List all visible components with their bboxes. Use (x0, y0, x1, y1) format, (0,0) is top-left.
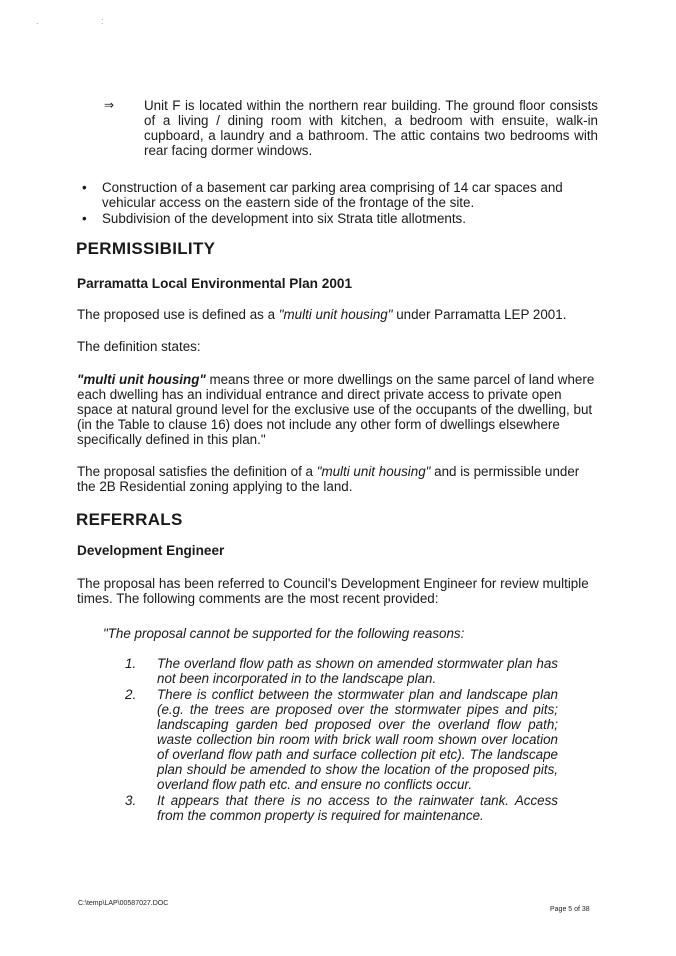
list-item (122, 793, 558, 823)
text-span: means three or more dwellings on the same parcel of land where each dwelling has an individual entrance and direct private access to private open space at natural ground level for the exclusive use of the occupants of the dwelling, but (in the Table to clause 16) does not include any other form of dwellings elsewhere specifically defined in this plan." (77, 372, 595, 447)
subheading-lep: Parramatta Local Environmental Plan 2001 (77, 276, 353, 291)
paragraph-definition-states: The definition states: (77, 339, 201, 354)
text-span: The proposed use is defined as a (77, 307, 279, 322)
footer-page-number: Page 5 of 38 (550, 906, 590, 913)
paragraph-referred: The proposal has been referred to Council's Development Engineer for review multiple times. The following comments are the most recent provided: (77, 576, 589, 606)
item-number: 1. (125, 656, 137, 671)
item-text: The overland flow path as shown on amended stormwater plan has not been incorporated in to the landscape plan. (157, 656, 558, 686)
defined-term: "multi unit housing" (316, 464, 431, 479)
item-number: 3. (125, 793, 137, 808)
scan-marks: . : (36, 16, 134, 26)
unit-f-text: Unit F is located within the northern rear building. The ground floor consists of a living / dining room with kitchen, a bedroom with ensuite, walk-in cupboard, a laundry and a bathroom. The attic contains two bedrooms with rear facing dormer windows. (144, 98, 598, 158)
arrow-bullet-icon: ⇒ (104, 98, 115, 112)
subheading-development-engineer: Development Engineer (77, 543, 225, 558)
reasons-list (122, 656, 558, 824)
bullet-list (80, 180, 598, 227)
text-span: The proposal satisfies the definition of a (77, 464, 317, 479)
list-item (122, 687, 558, 792)
heading-permissibility: PERMISSIBILITY (76, 239, 216, 258)
heading-referrals: REFERRALS (76, 510, 183, 529)
list-item-text: Construction of a basement car parking area comprising of 14 car spaces and vehicular access on the eastern side of the frontage of the site. (102, 180, 563, 210)
footer-file-path: C:\temp\LAP\00587027.DOC (78, 900, 169, 907)
list-item-text: Subdivision of the development into six Strata title allotments. (102, 211, 466, 226)
bullet-icon: • (82, 180, 87, 195)
paragraph-proposed-use (77, 307, 597, 322)
item-text: It appears that there is no access to the rainwater tank. Access from the common property is required for maintenance. (157, 793, 558, 823)
list-item (122, 656, 558, 686)
defined-term-bold: "multi unit housing" (77, 372, 206, 387)
quote-intro: "The proposal cannot be supported for the following reasons: (103, 626, 465, 641)
list-item (80, 180, 598, 210)
item-number: 2. (125, 687, 137, 702)
item-text: There is conflict between the stormwater plan and landscape plan (e.g. the trees are proposed over the stormwater pipes and pits; landscaping garden bed proposed over the overland flow path; waste collection bin room with brick wall room shown over location of overland flow path and surface collection pit etc). The landscape plan should be amended to show the location of the proposed pits, overland flow path etc. and ensure no conflicts occur. (157, 687, 558, 792)
list-item (80, 211, 598, 226)
text-span: under Parramatta LEP 2001. (392, 307, 567, 322)
paragraph-satisfies (77, 464, 597, 494)
paragraph-definition (77, 372, 597, 447)
bullet-icon: • (82, 211, 87, 226)
defined-term: "multi unit housing" (278, 307, 393, 322)
unit-f-item (104, 98, 598, 158)
text-span: and is permissible under the 2B Residential zoning applying to the land. (77, 464, 580, 494)
